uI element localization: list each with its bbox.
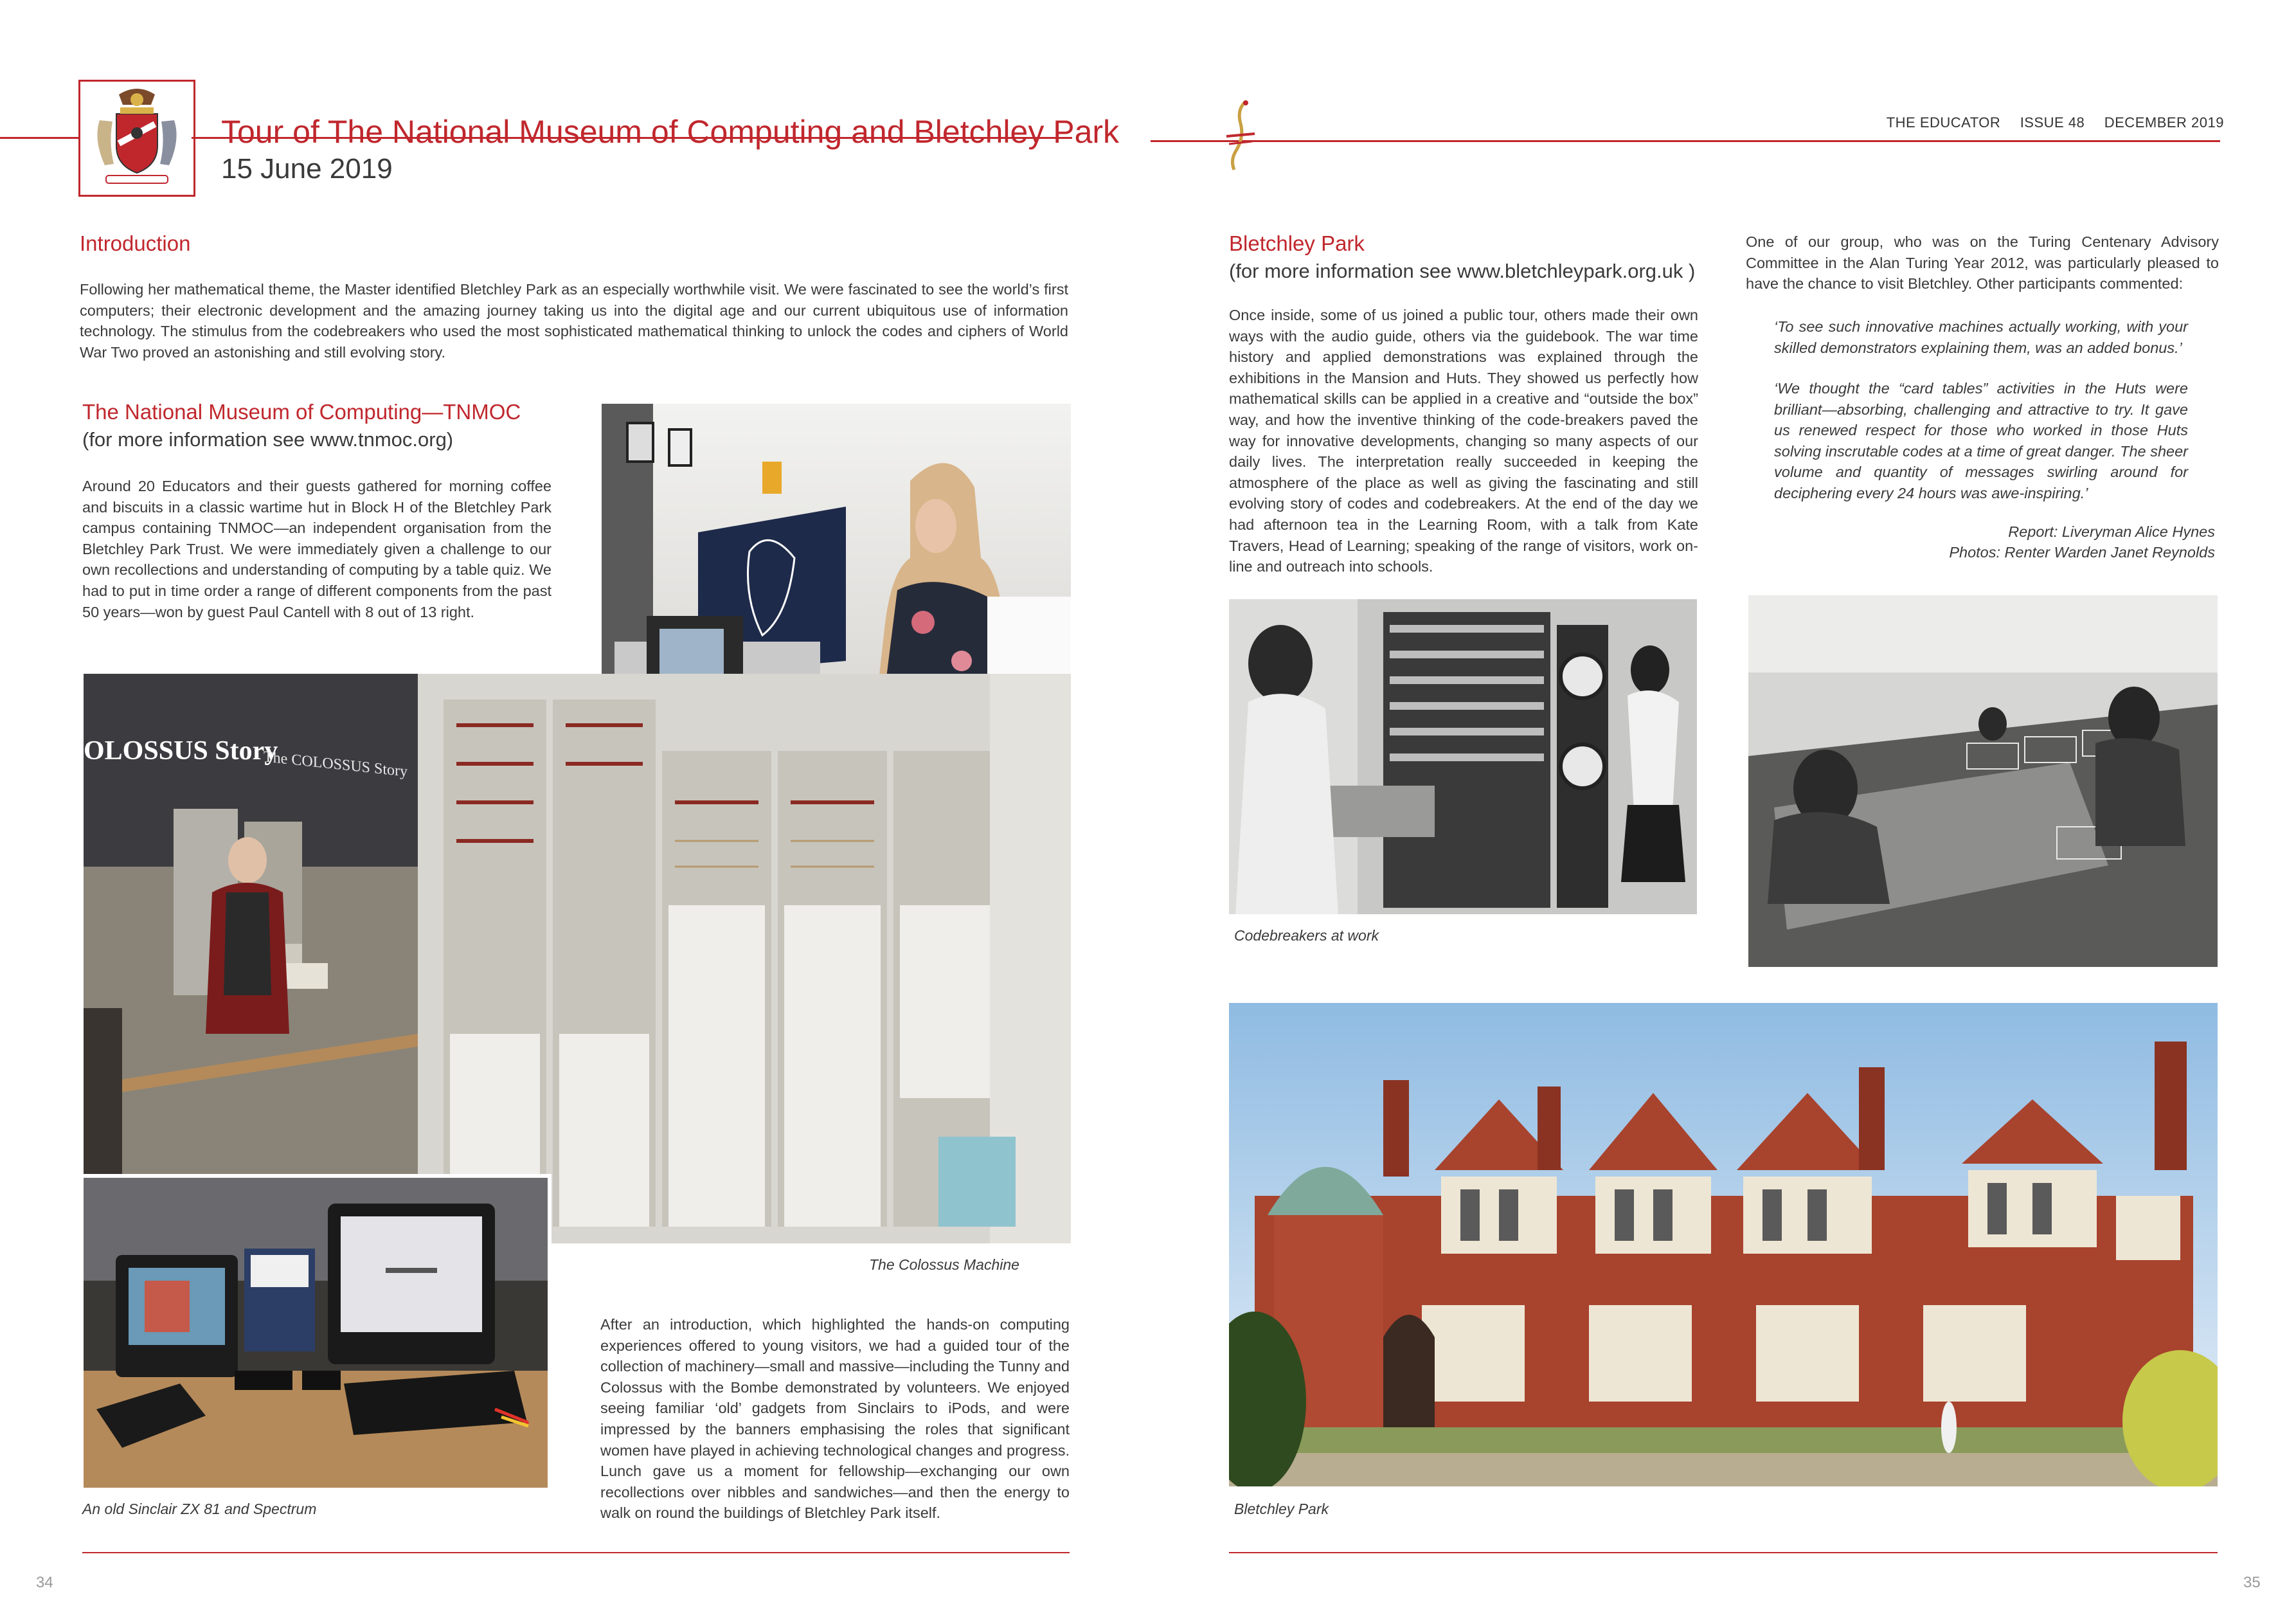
tnmoc-text: Around 20 Educators and their guests gathered for morning coffee and biscuits in a classic wartime hut in Block H of the Bletchley Park campus containing TNMOC—an independent organisation from the Bletchley Park Trust. We were immediately given a challenge to our own recollections and understanding of computing by a table quiz. We had to put in time order a range of different components from the past 50 years—won by guest Paul Cantell with 8 out of 13 right. [82, 478, 552, 620]
photo-huts [1748, 595, 2218, 967]
livery-crest [78, 80, 195, 197]
caption-park: Bletchley Park [1234, 1501, 1329, 1517]
page-number-left: 34 [36, 1574, 53, 1591]
caption-codebreakers: Codebreakers at work [1234, 927, 1379, 944]
publication-header [1887, 114, 2224, 131]
issue-date: DECEMBER 2019 [2104, 114, 2224, 131]
footer-rule-right [1229, 1552, 2218, 1553]
colossus-story-sign: The COLOSSUS Story [264, 748, 408, 780]
bletchley-text: Once inside, some of us joined a public tour, others made their own ways with the audio guide, others via the guidebook. The war time history and applied demonstrations was explained through the exhibitions in the Mansion and Huts. They showed us perfectly how mathematical skills can be applied in a creative and “outside the box” way, and how the inventive thinking of the code-breakers paved the way for innovative developments, changing so many aspects of our daily lives. The interpretation really succeeded in keeping the atmosphere of the place as well as giving the fascinating and still evolving story of codes and codebreakers. At the end of the day we had afternoon tea in the Learning Room, with a talk from Kate Travers, Head of Learning; speaking of the range of visitors, work on-line and outreach into schools. [1229, 307, 1698, 575]
caption-colossus: The Colossus Machine [869, 1256, 1019, 1273]
photo-codebreakers [1229, 599, 1697, 914]
footer-rule-left [82, 1552, 1070, 1553]
header-rule-left [0, 137, 78, 139]
page-title: Tour of The National Museum of Computing and Bletchley Park [221, 114, 1120, 150]
tnmoc-text-2: After an introduction, which highlighted the hands-on computing experiences offered to young visitors, we had a guided tour of the collection of machinery—small and massive—including the Tunny and Colossus with the Bombe demonstrated by volunteers. We enjoyed seeing familiar ‘old’ gadgets from Sinclairs to iPods, and were impressed by the banners emphasising the roles that significant women have played in achieving technological changes and progress. Lunch gave us a moment for fellowship—exchanging our own recollections over nibbles and sandwiches—and then the energy to walk on round the buildings of Bletchley Park itself. [600, 1316, 1070, 1522]
quote-1: ‘To see such innovative machines actually working, with your skilled demonstrators explaining them, was an added bonus.’ [1774, 318, 2188, 356]
caption-sinclair: An old Sinclair ZX 81 and Spectrum [82, 1501, 317, 1517]
coat-of-arms-icon [80, 82, 193, 195]
publication-name: THE EDUCATOR [1886, 114, 2001, 131]
bletchley-subheading: (for more information see www.bletchleypark.org.uk ) [1229, 260, 1696, 282]
tnmoc-heading: The National Museum of Computing—TNMOC [82, 400, 521, 424]
report-credit: Report: Liveryman Alice Hynes [2008, 523, 2215, 540]
colossus-story-banner: OLOSSUS Story [84, 736, 278, 766]
quote-2: ‘We thought the “card tables” activities in the Huts were brilliant—absorbing, challenging and attractive to try. It gave us renewed respect for those who worked in those Huts solving inscrutable codes at a time of great danger. The sheer volume and quantity of messages swirling around for deciphering every 24 hours was awe-inspiring.’ [1774, 380, 2188, 501]
educator-logo-icon [1221, 98, 1260, 175]
header-rule-right [1151, 140, 2220, 142]
tnmoc-subheading: (for more information see www.tnmoc.org) [82, 428, 454, 451]
photo-bletchley-mansion [1229, 1003, 2218, 1486]
turing-text: One of our group, who was on the Turing Centenary Advisory Committee in the Alan Turing Year 2012, was particularly pleased to have the chance to visit Bletchley. Other participants commented: [1746, 233, 2219, 293]
photo-sinclair [84, 1174, 552, 1488]
intro-text: Following her mathematical theme, the Master identified Bletchley Park as an especially worthwhile visit. We were fascinated to see the world’s first computers; their electronic development and the amazing journey taking us into the digital age and our current ubiquitous use of information technology. The stimulus from the codebreakers who used the most sophisticated mathematical thinking to unlock the codes and ciphers of World War Two proved an astonishing and still evolving story. [80, 281, 1068, 361]
issue-number: ISSUE 48 [2020, 114, 2085, 131]
photo-credit: Photos: Renter Warden Janet Reynolds [1949, 544, 2215, 561]
intro-heading: Introduction [80, 231, 191, 255]
bletchley-heading: Bletchley Park [1229, 231, 1365, 255]
event-date: 15 June 2019 [221, 153, 393, 185]
page-number-right: 35 [2243, 1574, 2261, 1591]
photo-colossus [84, 674, 1071, 1243]
